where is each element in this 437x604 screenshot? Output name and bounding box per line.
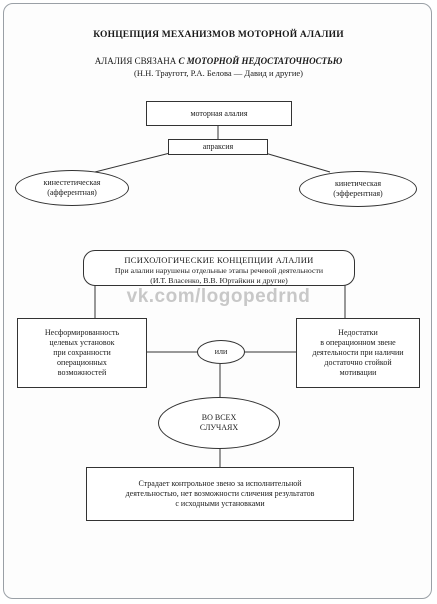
connector-apraxia-kinesthetic (95, 153, 170, 172)
or-ellipse (197, 340, 245, 364)
all-cases-ellipse (158, 397, 280, 449)
watermark-text: vk.com/logopedrnd (126, 286, 311, 307)
motor-alalia-label: моторная алалия (190, 108, 248, 118)
subtitle (0, 56, 437, 66)
all-cases-label: ВО ВСЕХ СЛУЧАЯХ (199, 413, 239, 432)
authors-psych: (И.Т. Власенко, В.В. Юртайкин и другие) (150, 276, 288, 286)
subtitle-prefix: АЛАЛИЯ СВЯЗАНА (94, 56, 177, 66)
right-concept-label: Недостатки в операционном звене деятельности при наличии достаточно стойкой мотивации (312, 328, 404, 377)
left-concept-label: Несформированность целевых установок при сохранности операционных возможностей (44, 328, 120, 377)
control-link-label: Страдает контрольное звено за исполнительной деятельностью, нет возможности сличения результатов с исходными установками (125, 479, 315, 508)
motor-alalia-box (146, 101, 292, 126)
kinesthetic-ellipse (15, 170, 129, 206)
or-label: или (214, 347, 228, 356)
apraxia-box (168, 139, 268, 155)
connector-apraxia-kinetic (265, 153, 330, 172)
psych-description: При алалии нарушены отдельные этапы речевой деятельности (114, 266, 324, 276)
subtitle-emphasis: С МОТОРНОЙ НЕДОСТАТОЧНОСТЬЮ (178, 56, 343, 66)
page-title: КОНЦЕПЦИЯ МЕХАНИЗМОВ МОТОРНОЙ АЛАЛИИ (93, 30, 344, 40)
kinesthetic-label: кинестетическая (афферентная) (43, 178, 101, 197)
authors-motor: (Н.Н. Трауготт, Р.А. Белова — Давид и другие) (134, 68, 303, 78)
apraxia-label: апраксия (202, 142, 234, 151)
right-concept-box (296, 318, 420, 388)
psych-heading: ПСИХОЛОГИЧЕСКИЕ КОНЦЕПЦИИ АЛАЛИИ (124, 255, 314, 265)
left-concept-box (17, 318, 147, 388)
psych-concepts-box (83, 250, 355, 286)
control-link-box (86, 467, 354, 521)
kinetic-label: кинетическая (эфферентная) (333, 179, 383, 198)
kinetic-ellipse (299, 171, 417, 207)
